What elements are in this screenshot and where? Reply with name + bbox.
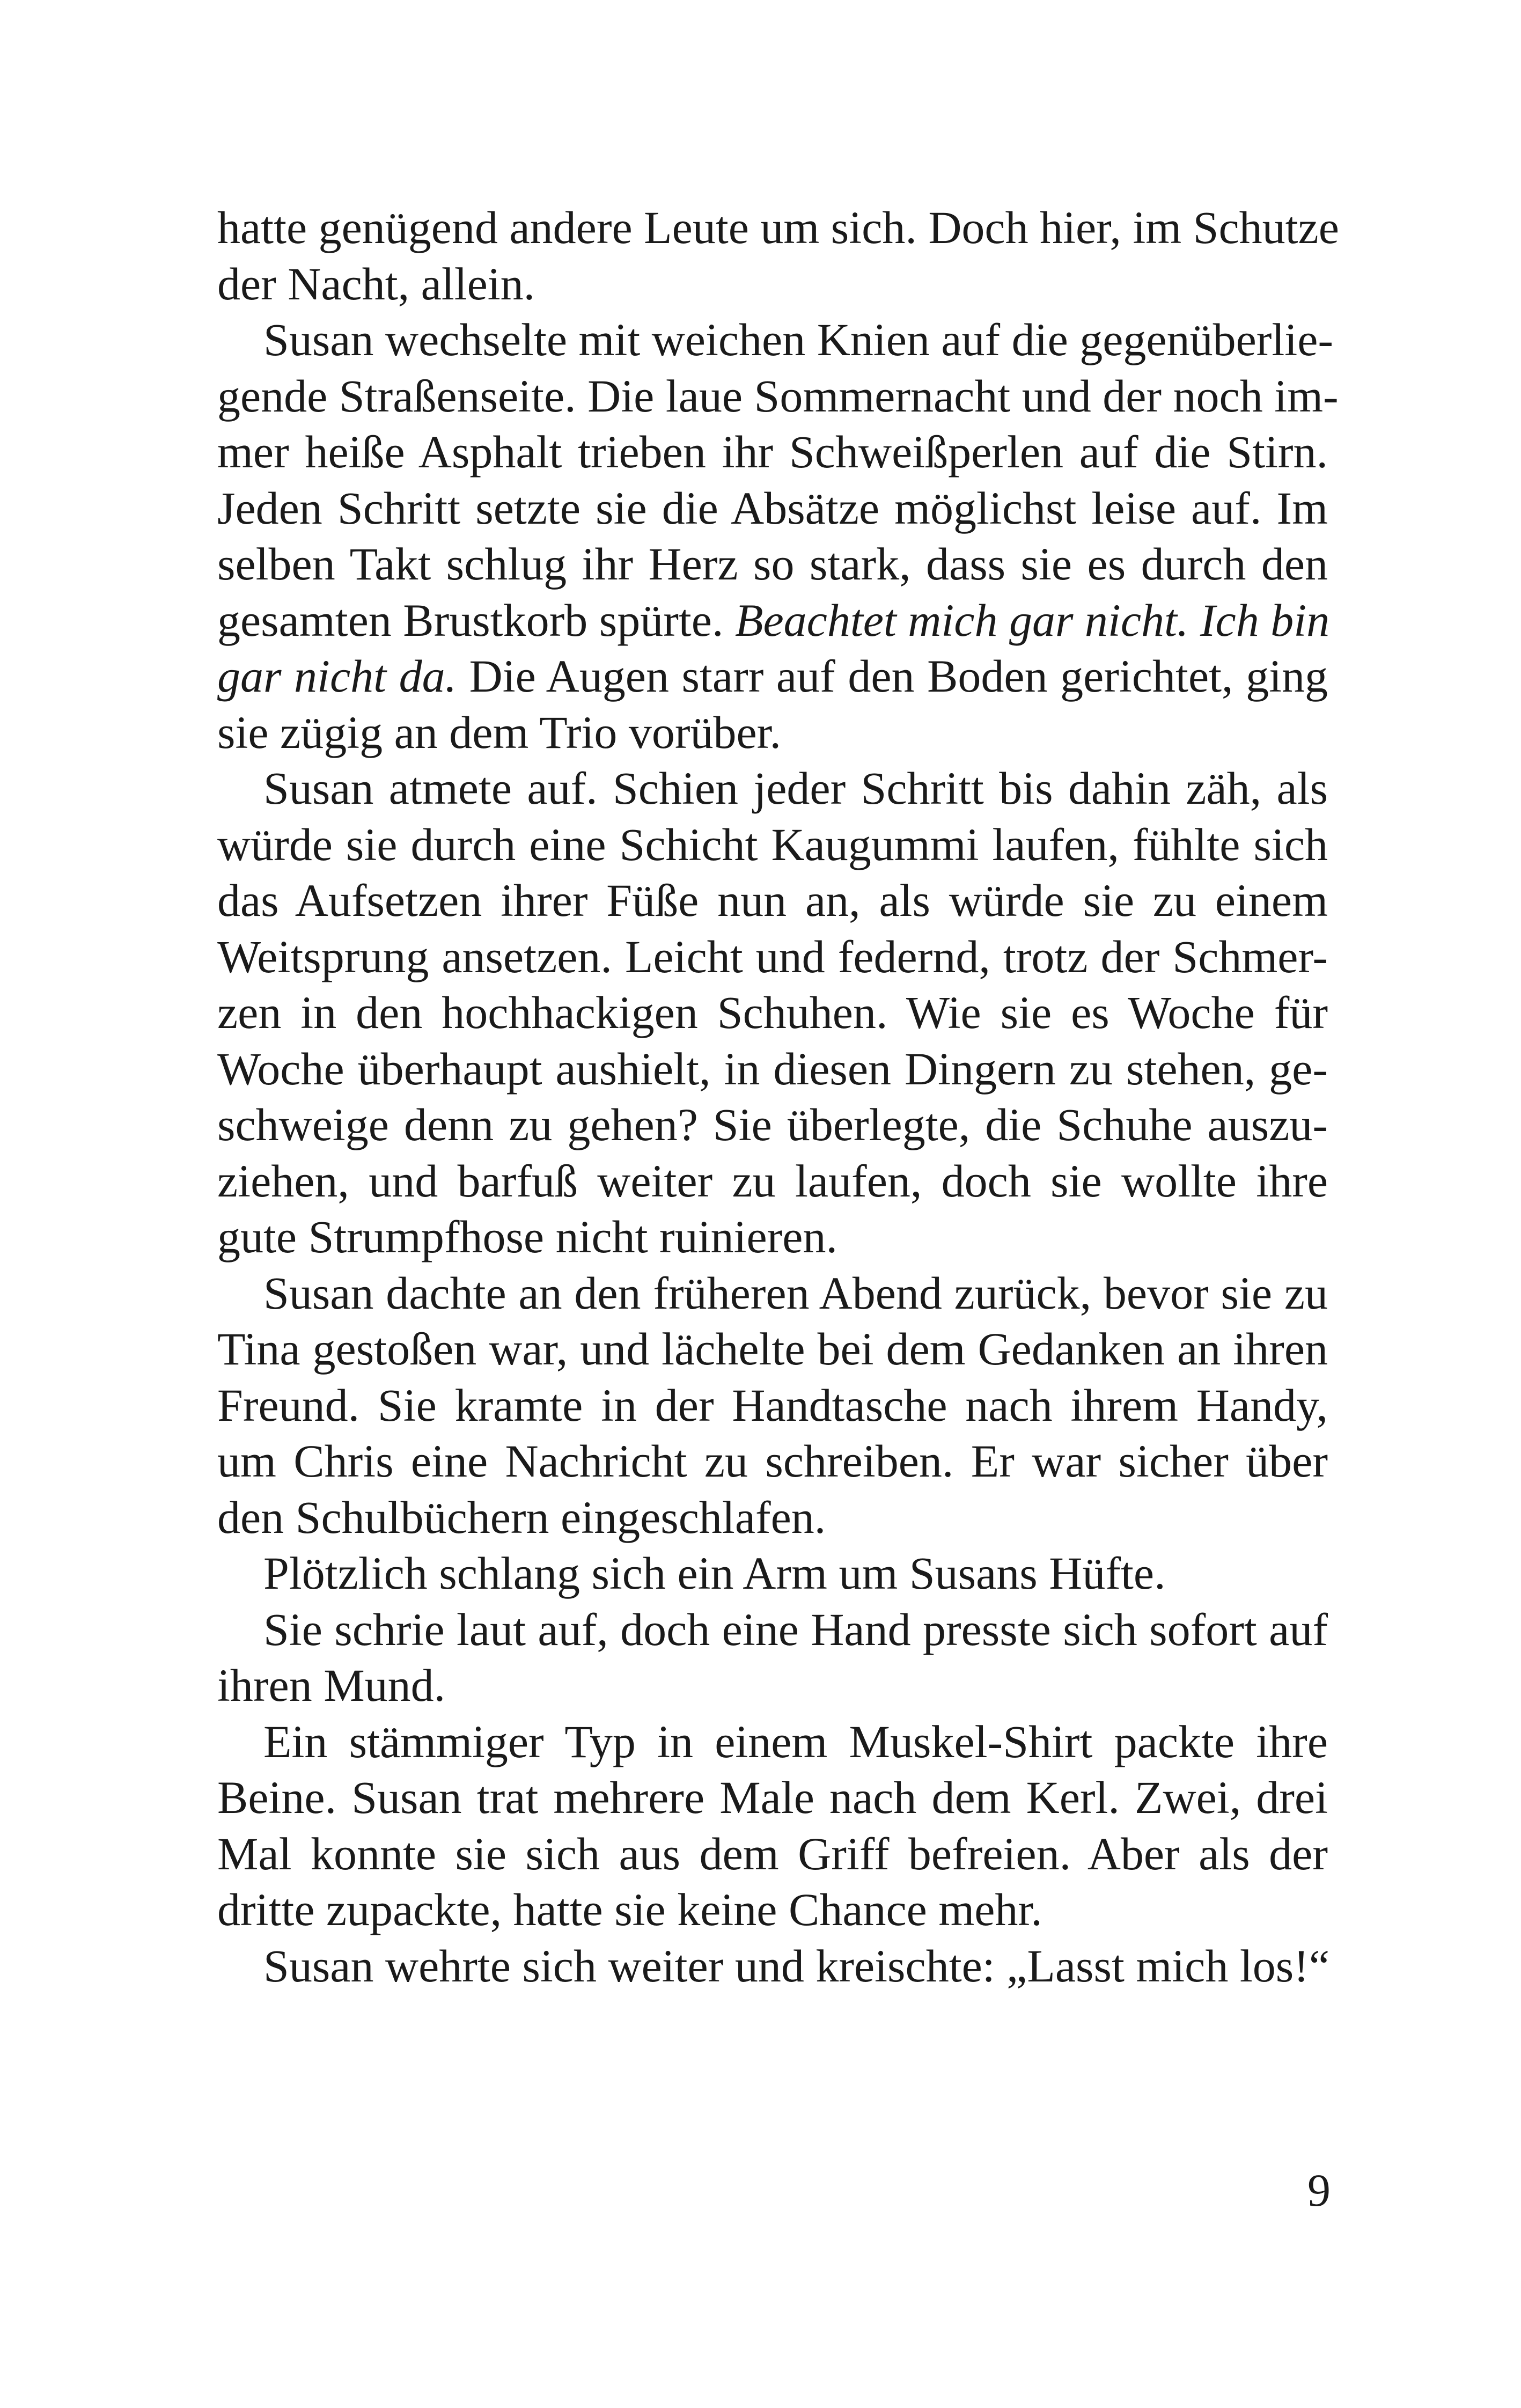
text-run: Die Augen starr auf den Boden gerichtet, ging	[457, 650, 1328, 702]
text-line: selben Takt schlug ihr Herz so stark, dass sie es durch den	[217, 538, 1328, 590]
text-line: Susan wechselte mit weichen Knien auf die gegenüberlie-	[263, 314, 1333, 365]
text-line: Sie schrie laut auf, doch eine Hand presste sich sofort auf	[263, 1603, 1328, 1655]
italic-text: gar nicht da.	[217, 650, 457, 702]
text-line: Ein stämmiger Typ in einem Muskel-Shirt packte ihre	[263, 1715, 1328, 1767]
text-line: zen in den hochhackigen Schuhen. Wie sie es Woche für	[217, 987, 1328, 1038]
text-line	[217, 592, 1328, 649]
body-text	[217, 200, 1339, 1994]
text-line: Mal konnte sie sich aus dem Griff befreien. Aber als der	[217, 1827, 1328, 1880]
text-line: gende Straßenseite. Die laue Sommernacht und der noch im-	[217, 370, 1339, 422]
text-line: der Nacht, allein.	[217, 258, 535, 310]
text-line: Plötzlich schlang sich ein Arm um Susans Hüfte.	[263, 1547, 1166, 1599]
text-line: Beine. Susan trat mehrere Male nach dem Kerl. Zwei, drei	[217, 1772, 1328, 1823]
text-line: Weitsprung ansetzen. Leicht und federnd, trotz der Schmer-	[217, 930, 1328, 982]
text-line: Jeden Schritt setzte sie die Absätze möglichst leise auf. Im	[217, 482, 1328, 534]
italic-text: Beachtet mich gar nicht. Ich bin	[734, 594, 1330, 646]
text-line: hatte genügend andere Leute um sich. Doch hier, im Schutze	[217, 202, 1339, 253]
text-line: den Schulbüchern eingeschlafen.	[217, 1491, 826, 1543]
text-line: schweige denn zu gehen? Sie überlegte, die Schuhe auszu-	[217, 1099, 1328, 1150]
text-line: Woche überhaupt aushielt, in diesen Dingern zu stehen, ge-	[217, 1043, 1328, 1095]
text-line: Susan dachte an den früheren Abend zurück, bevor sie zu	[263, 1267, 1328, 1319]
text-line: dritte zupackte, hatte sie keine Chance mehr.	[217, 1884, 1042, 1935]
text-line: Freund. Sie kramte in der Handtasche nach ihrem Handy,	[217, 1379, 1328, 1431]
text-line: um Chris eine Nachricht zu schreiben. Er war sicher über	[217, 1435, 1328, 1487]
text-line: mer heiße Asphalt trieben ihr Schweißperlen auf die Stirn.	[217, 426, 1328, 478]
text-line: sie zügig an dem Trio vorüber.	[217, 706, 782, 758]
text-line: Susan wehrte sich weiter und kreischte: „Lasst mich los!“	[263, 1940, 1329, 1992]
text-line: Susan atmete auf. Schien jeder Schritt bis dahin zäh, als	[263, 762, 1328, 814]
text-run: gesamten Brustkorb spürte.	[217, 594, 735, 646]
text-line	[217, 648, 1328, 704]
page-number: 9	[1307, 2164, 1331, 2216]
text-line: das Aufsetzen ihrer Füße nun an, als würde sie zu einem	[217, 875, 1328, 926]
text-line: ihren Mund.	[217, 1660, 446, 1711]
text-line: gute Strumpfhose nicht ruinieren.	[217, 1211, 837, 1262]
text-line: ziehen, und barfuß weiter zu laufen, doch sie wollte ihre	[217, 1155, 1328, 1207]
text-line: würde sie durch eine Schicht Kaugummi laufen, fühlte sich	[217, 818, 1328, 870]
text-line: Tina gestoßen war, und lächelte bei dem Gedanken an ihren	[217, 1323, 1328, 1375]
